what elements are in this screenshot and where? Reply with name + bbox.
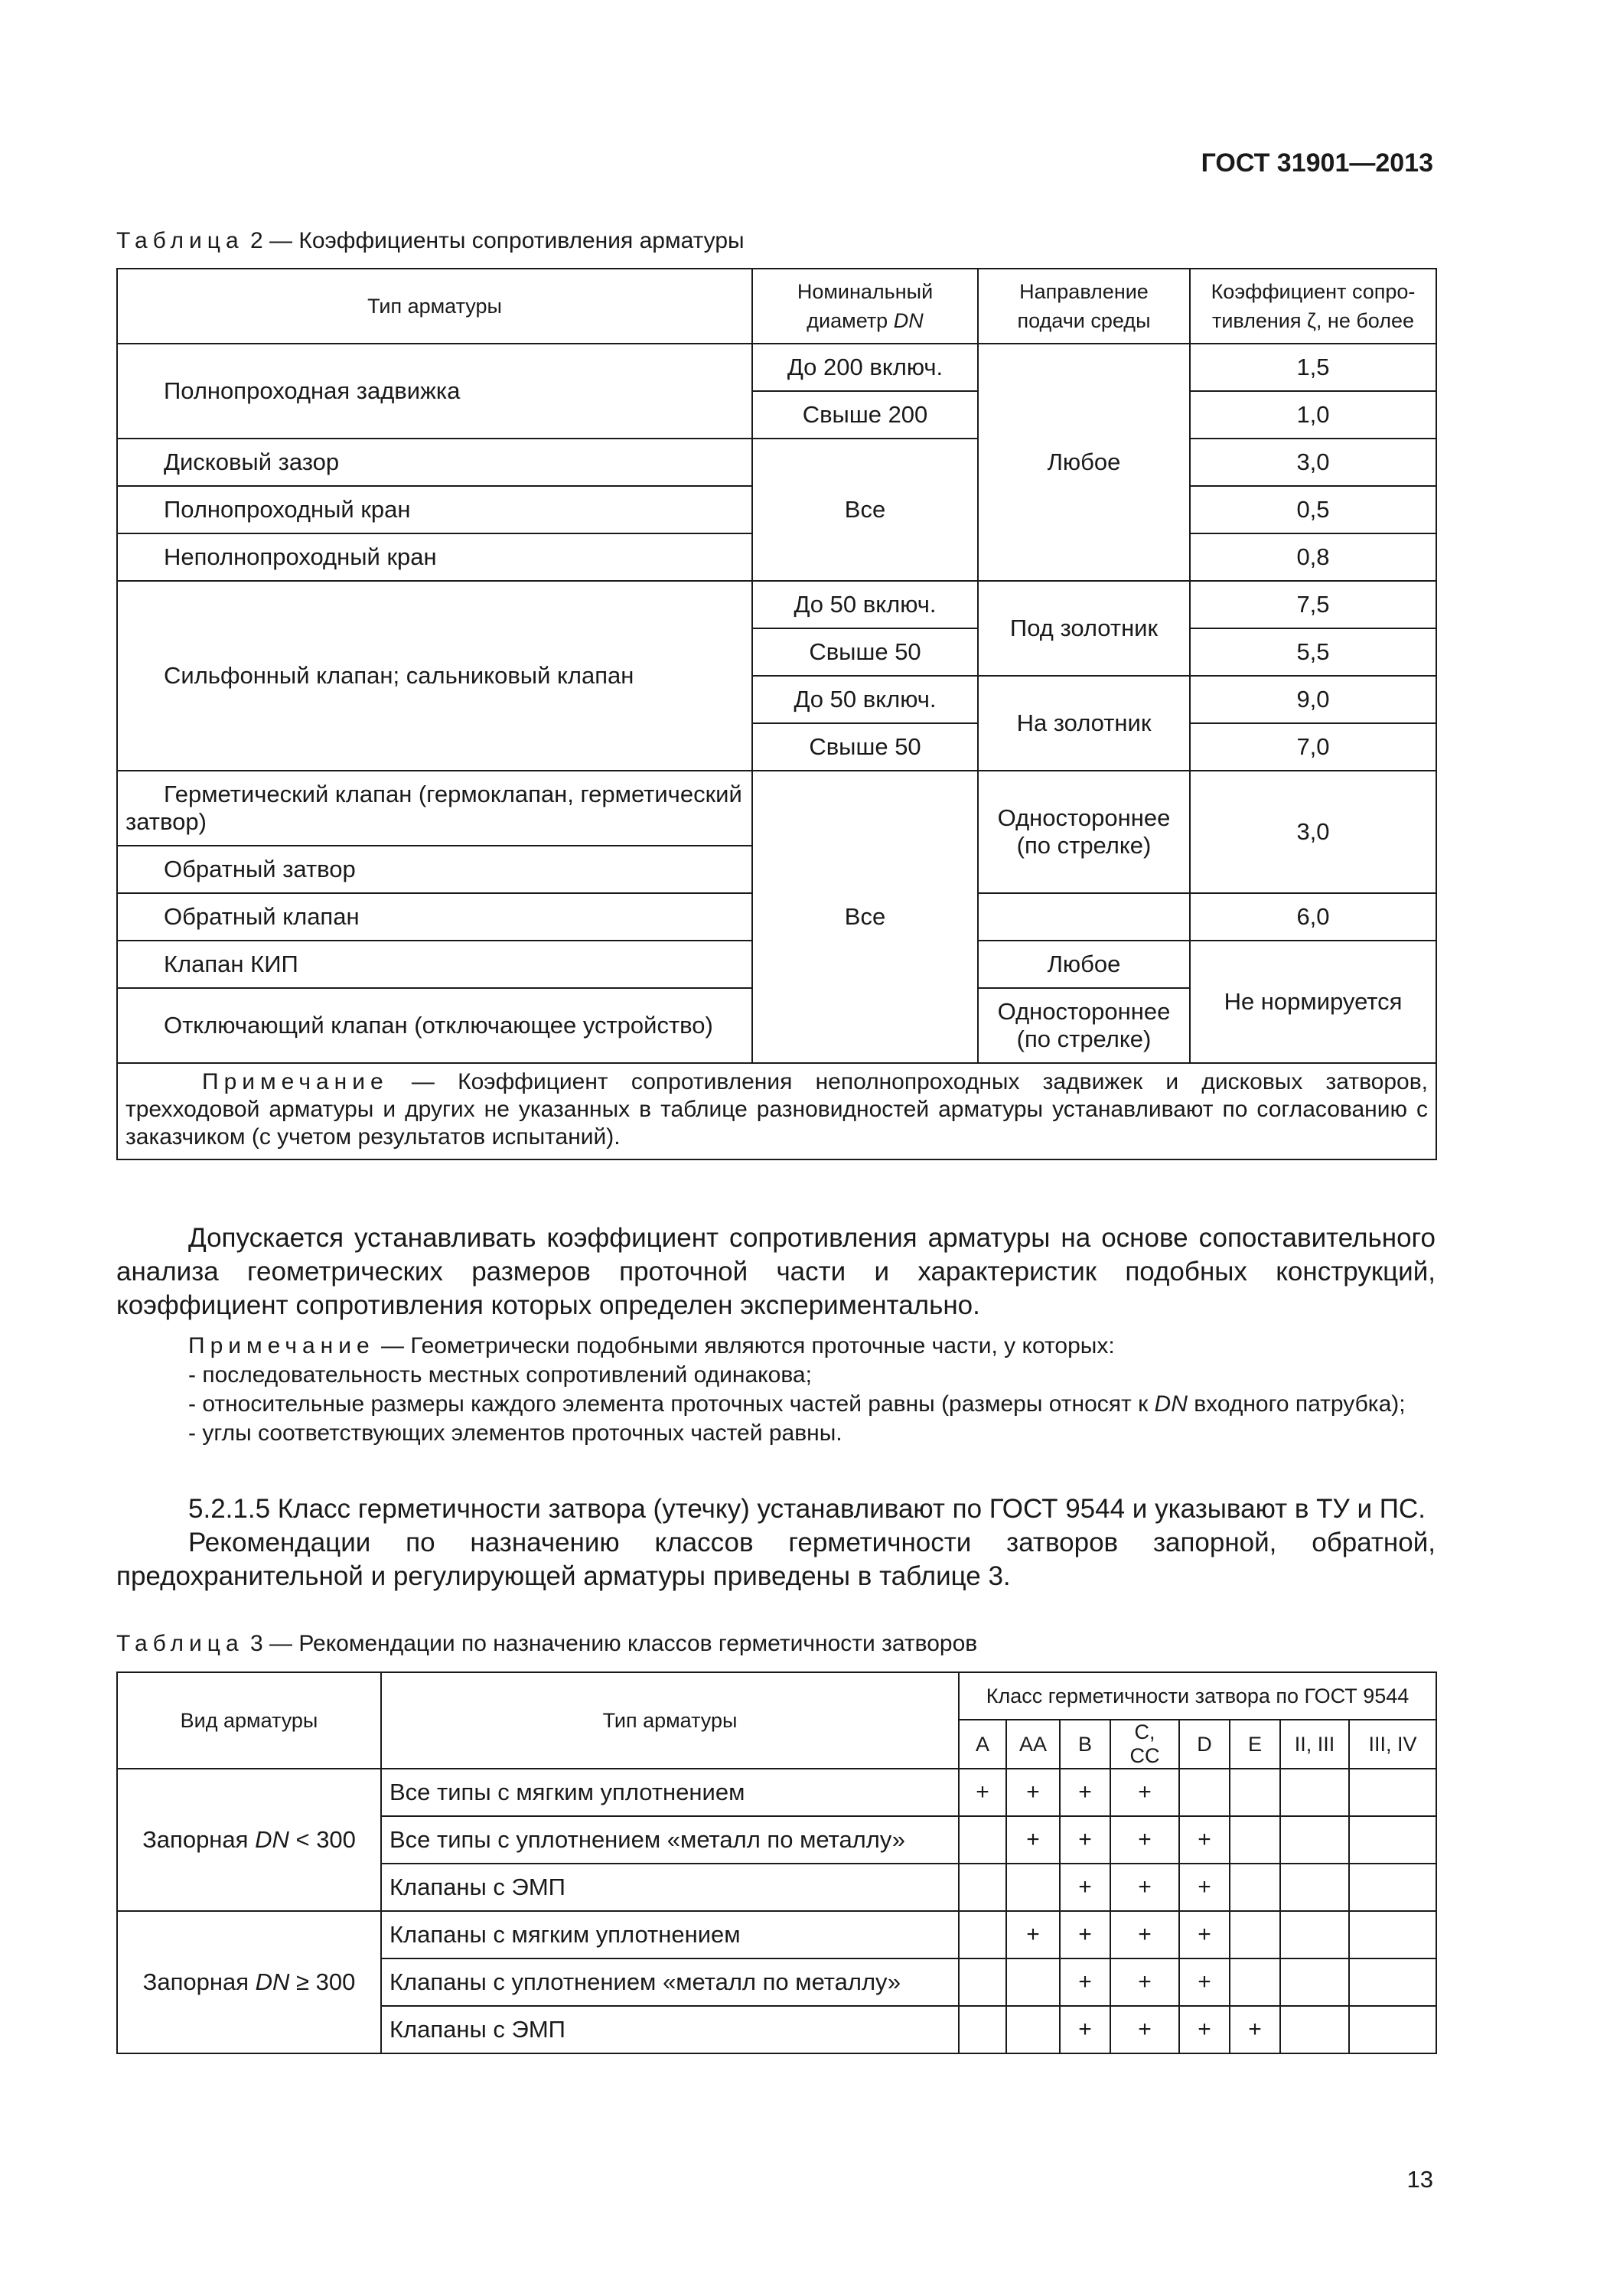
class-mark-cell [1280,1958,1349,2006]
coef-cell: 7,5 [1190,581,1436,628]
note-text: — Геометрически подобными являются проточные части, у которых: [374,1333,1115,1358]
class-mark-cell: + [1060,1958,1110,2006]
row-type: Клапан КИП [117,941,752,988]
class-mark-cell: + [1110,1816,1179,1864]
table-2-note [117,1063,1436,1159]
header-kind: Вид арматуры [117,1672,381,1769]
direction-cell: Любое [978,941,1190,988]
row-type: Герметический клапан (гермоклапан, герметический затвор) [117,771,752,846]
class-mark-cell: + [1006,1911,1060,1958]
table-3 [116,1671,1437,2054]
table-2-caption [116,228,745,254]
coef-cell: 5,5 [1190,628,1436,676]
class-mark-cell: + [1110,1769,1179,1816]
header-type: Тип арматуры [117,269,752,344]
class-mark-cell: + [1060,1864,1110,1911]
table-2-header-row [117,269,1436,344]
coef-cell: 9,0 [1190,676,1436,723]
table-row [117,581,1436,628]
class-mark-cell: + [1060,1911,1110,1958]
paragraph-analysis: Допускается устанавливать коэффициент сопротивления арматуры на основе сопоставительного анализа геометрических размеров проточной части и характеристик подобных конструкций, коэффициент сопротивления которых определен экспериментально. [116,1223,1436,1320]
page-number: 13 [1406,2166,1433,2193]
class-mark-cell [1280,2006,1349,2053]
class-mark-cell: + [1179,2006,1230,2053]
table-2-note-row [117,1063,1436,1159]
class-mark-cell [1280,1864,1349,1911]
caption-label: Таблица [116,1631,244,1656]
class-mark-cell: + [1179,1816,1230,1864]
coef-cell: 0,8 [1190,533,1436,581]
row-type: Полнопроходный кран [117,486,752,533]
row-type: Неполнопроходный кран [117,533,752,581]
dn-cell: Свыше 50 [752,628,978,676]
class-mark-cell [1349,1958,1436,2006]
class-mark-cell [959,1911,1006,1958]
table-3-header-row [117,1672,1436,1720]
header-dn: Номинальный диаметр DN [752,269,978,344]
class-mark-cell [1230,1958,1280,2006]
type-cell: Клапаны с ЭМП [381,2006,959,2053]
class-mark-cell: + [1110,1911,1179,1958]
table-row [117,1769,1436,1816]
dn-cell: Все [752,439,978,581]
class-mark-cell: + [1006,1816,1060,1864]
row-type: Обратный клапан [117,893,752,941]
coef-cell: 1,0 [1190,391,1436,439]
direction-cell: На золотник [978,676,1190,771]
class-header: II, III [1280,1720,1349,1769]
header-type: Тип арматуры [381,1672,959,1769]
class-header: D [1179,1720,1230,1769]
document-id: ГОСТ 31901—2013 [1201,148,1433,178]
dn-cell: Свыше 50 [752,723,978,771]
note-item: - последовательность местных сопротивлений одинакова; [188,1362,812,1388]
class-header: A [959,1720,1006,1769]
paragraph-recommendations: Рекомендации по назначению классов герметичности затворов запорной, обратной, предохранительной и регулирующей арматуры приведены в таблице 3. [116,1528,1436,1591]
note-label: Примечание [188,1333,375,1358]
class-mark-cell [959,1816,1006,1864]
direction-cell: Под золотник [978,581,1190,676]
class-mark-cell: + [1060,1769,1110,1816]
class-mark-cell [1006,1864,1060,1911]
dn-cell: Все [752,771,978,1063]
class-header: III, IV [1349,1720,1436,1769]
coef-cell: 7,0 [1190,723,1436,771]
class-mark-cell [1349,1769,1436,1816]
class-mark-cell [1230,1911,1280,1958]
class-mark-cell: + [1110,2006,1179,2053]
dn-cell: Свыше 200 [752,391,978,439]
caption-text: 2 — Коэффициенты сопротивления арматуры [249,228,745,253]
class-mark-cell [1230,1864,1280,1911]
direction-cell: Любое [978,344,1190,581]
class-mark-cell: + [1060,2006,1110,2053]
table-2 [116,268,1437,1160]
paragraph-5-2-1-5: 5.2.1.5 Класс герметичности затвора (утечку) устанавливают по ГОСТ 9544 и указывают в ТУ и ПС. [188,1494,1426,1524]
class-mark-cell [959,2006,1006,2053]
caption-label: Таблица [116,228,244,253]
direction-cell: Одностороннее (по стрелке) [978,771,1190,893]
class-mark-cell [1349,1864,1436,1911]
note-text: — Коэффициент сопротивления неполнопроходных задвижек и дисковых затворов, трехходовой арматуры и других не указанных в таблице разновидностей арматуры устанавливают по согласованию с заказчиком (с учетом результатов испытаний). [125,1069,1428,1150]
class-mark-cell [959,1958,1006,2006]
coef-cell: 6,0 [1190,893,1436,941]
direction-cell-empty [978,893,1190,941]
class-mark-cell [1280,1816,1349,1864]
kind-cell: Запорная DN < 300 [117,1769,381,1911]
dn-cell: До 50 включ. [752,676,978,723]
class-mark-cell [1006,2006,1060,2053]
header-class-group: Класс герметичности затвора по ГОСТ 9544 [959,1672,1436,1720]
class-mark-cell: + [1179,1911,1230,1958]
class-header: C, CC [1110,1720,1179,1769]
class-mark-cell [1006,1958,1060,2006]
table-row [117,771,1436,846]
note-label: Примечание [202,1069,389,1094]
coef-cell: 3,0 [1190,771,1436,893]
class-mark-cell: + [1110,1864,1179,1911]
class-mark-cell: + [1110,1958,1179,2006]
note-item: - углы соответствующих элементов проточных частей равны. [188,1420,842,1446]
class-mark-cell [1230,1769,1280,1816]
type-cell: Все типы с уплотнением «металл по металлу» [381,1816,959,1864]
class-mark-cell [1179,1769,1230,1816]
type-cell: Клапаны с уплотнением «металл по металлу» [381,1958,959,2006]
type-cell: Клапаны с мягким уплотнением [381,1911,959,1958]
class-mark-cell: + [1230,2006,1280,2053]
type-cell: Клапаны с ЭМП [381,1864,959,1911]
class-mark-cell: + [1179,1864,1230,1911]
class-mark-cell [1230,1816,1280,1864]
coef-cell: Не нормируется [1190,941,1436,1063]
row-type: Обратный затвор [117,846,752,893]
note-item: - относительные размеры каждого элемента проточных частей равны (размеры относят к DN входного патрубка); [188,1391,1406,1417]
table-row [117,1911,1436,1958]
dn-cell: До 50 включ. [752,581,978,628]
type-cell: Все типы с мягким уплотнением [381,1769,959,1816]
class-header: E [1230,1720,1280,1769]
class-mark-cell [1349,2006,1436,2053]
class-mark-cell [1349,1911,1436,1958]
class-mark-cell: + [1006,1769,1060,1816]
caption-text: 3 — Рекомендации по назначению классов герметичности затворов [249,1631,978,1656]
dn-cell: До 200 включ. [752,344,978,391]
class-mark-cell: + [1060,1816,1110,1864]
row-type: Сильфонный клапан; сальниковый клапан [117,581,752,771]
coef-cell: 0,5 [1190,486,1436,533]
coef-cell: 1,5 [1190,344,1436,391]
class-mark-cell [1280,1769,1349,1816]
class-mark-cell [1280,1911,1349,1958]
table-row [117,344,1436,391]
coef-cell: 3,0 [1190,439,1436,486]
table-3-caption [116,1631,977,1657]
class-mark-cell [1349,1816,1436,1864]
class-mark-cell: + [1179,1958,1230,2006]
kind-cell: Запорная DN ≥ 300 [117,1911,381,2053]
geometry-note [116,1332,1436,1448]
header-coefficient: Коэффициент сопро- тивления ζ, не более [1190,269,1436,344]
table-row [117,439,1436,486]
row-type: Полнопроходная задвижка [117,344,752,439]
direction-cell: Одностороннее (по стрелке) [978,988,1190,1063]
row-type: Отключающий клапан (отключающее устройство) [117,988,752,1063]
header-direction: Направление подачи среды [978,269,1190,344]
row-type: Дисковый зазор [117,439,752,486]
class-header: B [1060,1720,1110,1769]
class-mark-cell: + [959,1769,1006,1816]
class-mark-cell [959,1864,1006,1911]
class-header: AA [1006,1720,1060,1769]
